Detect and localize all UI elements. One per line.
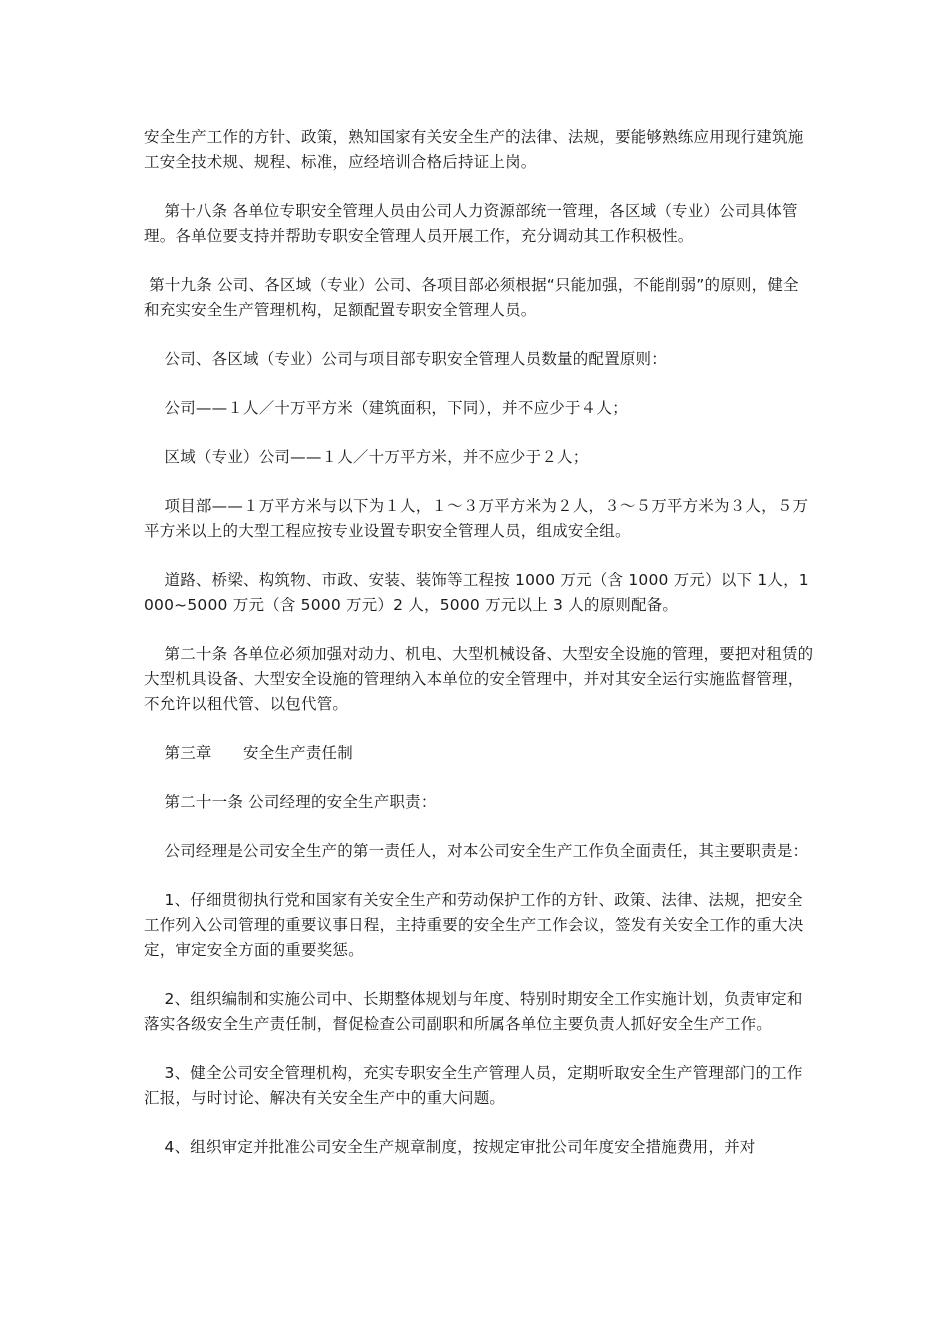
list-item-duty-2: 2、组织编制和实施公司中、长期整体规划与年度、特别时期安全工作实施计划，负责审定和落实各级安全生产责任制，督促检查公司副职和所属各单位主要负责人抓好安全生产工作。 [144, 990, 803, 1033]
chapter-heading: 第三章 安全生产责任制 [144, 744, 353, 762]
paragraph-safety-policy-continuation: 安全生产工作的方针、政策，熟知国家有关安全生产的法律、法规，要能够熟练应用现行建筑施工安全技术规、规程、标准，应经培训合格后持证上岗。 [144, 128, 804, 171]
document-page [144, 125, 814, 1184]
paragraph-project-quota: 项目部——１万平方米与以下为１人，１～３万平方米为２人，３～５万平方米为３人，５万平方米以上的大型工程应按专业设置专职安全管理人员，组成安全组。 [144, 497, 809, 540]
list-item-duty-1: 1、仔细贯彻执行党和国家有关安全生产和劳动保护工作的方针、政策、法律、法规，把安全工作列入公司管理的重要议事日程，主持重要的安全生产工作会议，签发有关安全工作的重大决定，审定安全方面的重要奖惩。 [144, 891, 804, 959]
paragraph-article-19: 第十九条 公司、各区域（专业）公司、各项目部必须根据“只能加强，不能削弱”的原则，健全和充实安全生产管理机构，足额配置专职安全管理人员。 [144, 276, 799, 319]
paragraph-staffing-principle: 公司、各区域（专业）公司与项目部专职安全管理人员数量的配置原则： [144, 350, 667, 368]
paragraph-article-21: 第二十一条 公司经理的安全生产职责： [144, 793, 437, 811]
paragraph-municipal-quota: 道路、桥梁、构筑物、市政、安装、装饰等工程按 1000 万元（含 1000 万元）以下 1人，1000~5000 万元（含 5000 万元）2 人，5000 万元以上 3 人的原则配备。 [144, 571, 809, 614]
list-item-duty-4: 4、组织审定并批准公司安全生产规章制度，按规定审批公司年度安全措施费用，并对 [144, 1138, 756, 1156]
paragraph-manager-role: 公司经理是公司安全生产的第一责任人，对本公司安全生产工作负全面责任，其主要职责是： [144, 842, 809, 860]
list-item-duty-3: 3、健全公司安全管理机构，充实专职安全生产管理人员，定期听取安全生产管理部门的工作汇报，与时讨论、解决有关安全生产中的重大问题。 [144, 1064, 803, 1107]
paragraph-article-20: 第二十条 各单位必须加强对动力、机电、大型机械设备、大型安全设施的管理，要把对租赁的大型机具设备、大型安全设施的管理纳入本单位的安全管理中，并对其安全运行实施监督管理，不允许以租代管、以包代管。 [144, 645, 814, 713]
paragraph-company-quota: 公司——１人／十万平方米（建筑面积，下同），并不应少于４人； [144, 399, 628, 417]
paragraph-article-18: 第十八条 各单位专职安全管理人员由公司人力资源部统一管理，各区域（专业）公司具体管理。各单位要支持并帮助专职安全管理人员开展工作，充分调动其工作积极性。 [144, 202, 798, 245]
paragraph-regional-quota: 区域（专业）公司——１人／十万平方米，并不应少于２人； [144, 448, 589, 466]
